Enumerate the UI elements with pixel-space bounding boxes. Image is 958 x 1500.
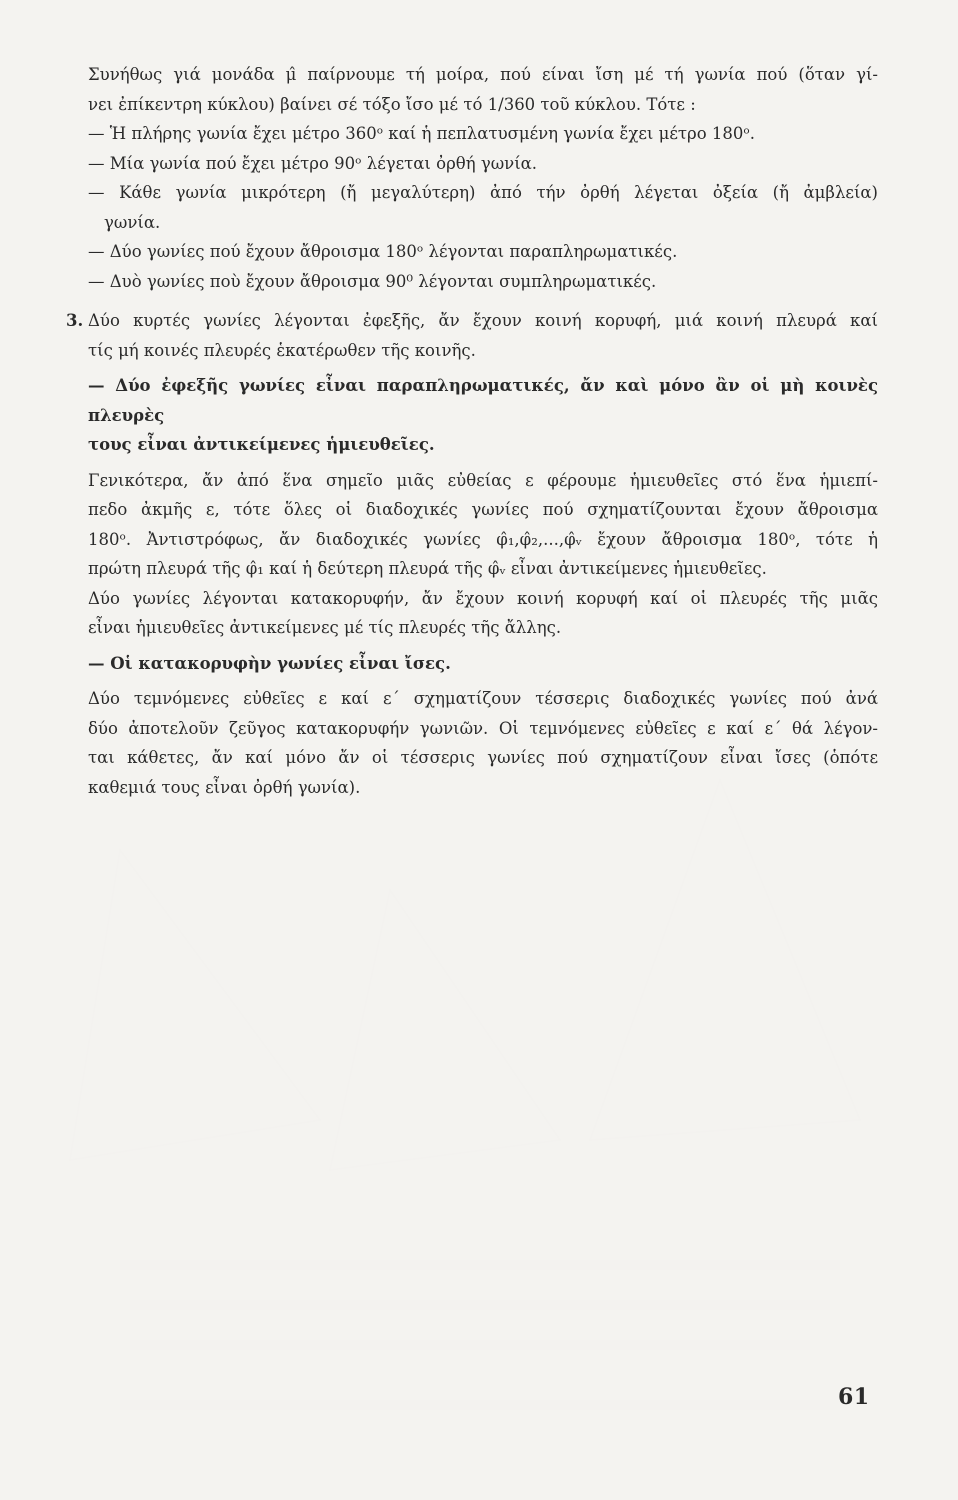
- paragraph-unit-of-measure: [88, 60, 878, 119]
- text-line: — Δύο γωνίες πού ἔχουν ἄθροισμα 180ᵒ λέγονται παραπληρωματικές.: [88, 242, 678, 261]
- text-line: — Μία γωνία πού ἔχει μέτρο 90ᵒ λέγεται ὀρθή γωνία.: [88, 153, 538, 173]
- paragraph-perpendicular-lines: [88, 684, 878, 802]
- page-number: 61: [838, 1384, 870, 1410]
- text-line: εἶναι ἡμιευθεῖες ἀντικείμενες μέ τίς πλευρές τῆς ἄλλης.: [88, 618, 562, 637]
- text-line: Δύο τεμνόμενες εὐθεῖες ε καί ε΄ σχηματίζουν τέσσερις διαδοχικές γωνίες πού ἀνά: [88, 689, 878, 708]
- theorem-vertical-angles-equal: [88, 649, 878, 679]
- text-line: [66, 306, 878, 336]
- section-number: 3.: [66, 311, 84, 330]
- text-line-content: Δύο κυρτές γωνίες λέγονται ἐφεξῆς, ἄν ἔχουν κοινή κορυφή, μιά κοινή πλευρά καί: [88, 311, 878, 330]
- text-line: Γενικότερα, ἄν ἀπό ἕνα σημεῖο μιᾶς εὐθείας ε φέρουμε ἡμιευθεῖες στό ἕνα ἡμιεπί-: [88, 470, 878, 490]
- paragraph-angle-definitions: [88, 119, 878, 296]
- text-line: Συνήθως γιά μονάδα μ̂ παίρνουμε τή μοίρα, πού είναι ἴση μέ τή γωνία πού (ὅταν γί-: [88, 65, 878, 84]
- text-line: 180ᵒ. Ἀντιστρόφως, ἄν διαδοχικές γωνίες φ̂₁,φ̂₂,...,φ̂ᵥ ἔχουν ἄθροισμα 180ᵒ, τότε ἡ: [88, 529, 878, 549]
- text-line: γωνία.: [104, 212, 161, 232]
- text-line: πεδο ἀκμῆς ε, τότε ὅλες οἱ διαδοχικές γωνίες πού σχηματίζουνται ἔχουν ἄθροισμα: [88, 500, 878, 519]
- section-3-adjacent-angles: [66, 306, 878, 365]
- reverse-page-show-through: [0, 700, 958, 1460]
- text-line: — Ἡ πλήρης γωνία ἔχει μέτρο 360ᵒ καί ἡ πεπλατυσμένη γωνία ἔχει μέτρο 180ᵒ.: [88, 124, 755, 143]
- theorem-adjacent-supplementary: [88, 371, 878, 460]
- paragraph-generalization: [88, 466, 878, 584]
- text-line: Δύο γωνίες λέγονται κατακορυφήν, ἄν ἔχουν κοινή κορυφή καί οἱ πλευρές τῆς μιᾶς: [88, 588, 878, 608]
- text-line: ται κάθετες, ἄν καί μόνο ἄν οἱ τέσσερις γωνίες πού σχηματίζουν εἶναι ἴσες (ὁπότε: [88, 748, 878, 767]
- page-body-text: [66, 60, 878, 802]
- text-line: — Δύο ἐφεξῆς γωνίες εἶναι παραπληρωματικές, ἄν καὶ μόνο ἂν οἱ μὴ κοινὲς πλευρὲς: [88, 376, 878, 425]
- text-line: πρώτη πλευρά τῆς φ̂₁ καί ἡ δεύτερη πλευρά τῆς φ̂ᵥ εἶναι ἀντικείμενες ἡμιευθεῖες.: [88, 559, 767, 578]
- text-line: τίς μή κοινές πλευρές ἑκατέρωθεν τῆς κοινῆς.: [88, 340, 476, 360]
- text-line: νει ἐπίκεντρη κύκλου) βαίνει σέ τόξο ἴσο μέ τό 1/360 τοῦ κύκλου. Τότε :: [88, 94, 696, 114]
- text-line: — Δυὸ γωνίες ποὺ ἔχουν ἄθροισμα 90⁰ λέγονται συμπληρωματικές.: [88, 271, 657, 291]
- text-line: δύο ἀποτελοῦν ζεῦγος κατακορυφήν γωνιῶν. Οἱ τεμνόμενες εὐθεῖες ε καί ε΄ θά λέγον-: [88, 718, 878, 738]
- text-line: — Κάθε γωνία μικρότερη (ἤ μεγαλύτερη) ἀπό τήν ὀρθή λέγεται ὀξεία (ἤ ἀμβλεία): [88, 183, 878, 202]
- text-line: — Οἱ κατακορυφὴν γωνίες εἶναι ἴσες.: [88, 653, 451, 673]
- text-line: τους εἶναι ἀντικείμενες ἡμιευθεῖες.: [88, 435, 435, 454]
- paragraph-vertical-angles-definition: [88, 584, 878, 643]
- text-line: καθεμιά τους εἶναι ὀρθή γωνία).: [88, 777, 361, 797]
